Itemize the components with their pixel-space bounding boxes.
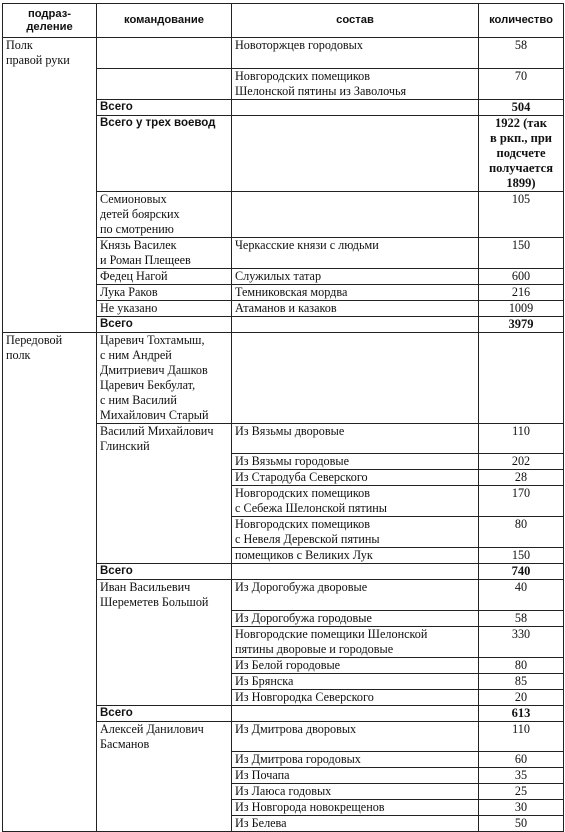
table-row — [3, 284, 564, 300]
table-row — [3, 486, 564, 517]
composition-cell: Из Дмитрова дворовых — [232, 721, 479, 752]
header-row — [3, 4, 564, 38]
count-cell: 25 — [479, 784, 564, 800]
command-cell — [97, 689, 232, 705]
command-cell — [97, 610, 232, 626]
count-cell: 40 — [479, 580, 564, 611]
count-cell: 20 — [479, 689, 564, 705]
count-cell: 150 — [479, 548, 564, 564]
division-cell — [3, 657, 97, 673]
table-row — [3, 626, 564, 657]
table-row — [3, 705, 564, 721]
command-cell — [97, 657, 232, 673]
composition-cell: Из Дорогобужа дворовые — [232, 580, 479, 611]
division-cell — [3, 268, 97, 284]
command-cell: Иван Васильевич Шереметев Большой — [97, 580, 232, 611]
division-cell — [3, 673, 97, 689]
command-cell — [97, 470, 232, 486]
count-cell — [479, 332, 564, 423]
header-composition: состав — [232, 4, 479, 38]
command-cell: Василий Михайлович Глинский — [97, 423, 232, 454]
division-cell — [3, 454, 97, 470]
table-row — [3, 721, 564, 752]
command-cell — [97, 768, 232, 784]
composition-cell: Из Стародуба Северского — [232, 470, 479, 486]
command-cell: Алексей Данилович Басманов — [97, 721, 232, 752]
composition-cell: Из Вязьмы городовые — [232, 454, 479, 470]
table-row — [3, 610, 564, 626]
division-cell — [3, 423, 97, 454]
count-cell: 740 — [479, 564, 564, 580]
division-cell — [3, 548, 97, 564]
division-cell — [3, 99, 97, 115]
count-cell: 28 — [479, 470, 564, 486]
header-command: командование — [97, 4, 232, 38]
division-cell — [3, 768, 97, 784]
division-cell — [3, 115, 97, 191]
header-division: подраз- деление — [3, 4, 97, 38]
count-cell: 110 — [479, 423, 564, 454]
composition-cell: помещиков с Великих Лук — [232, 548, 479, 564]
composition-cell — [232, 316, 479, 332]
division-cell — [3, 316, 97, 332]
command-cell: Федец Нагой — [97, 268, 232, 284]
division-cell — [3, 610, 97, 626]
division-cell — [3, 486, 97, 517]
table-row — [3, 237, 564, 268]
count-cell: 70 — [479, 68, 564, 99]
composition-cell — [232, 564, 479, 580]
division-cell — [3, 689, 97, 705]
count-cell: 58 — [479, 610, 564, 626]
composition-cell: Новгородские помещики Шелонской пятины дворовые и городовые — [232, 626, 479, 657]
count-cell: 110 — [479, 721, 564, 752]
count-cell: 80 — [479, 517, 564, 548]
composition-cell: Темниковская мордва — [232, 284, 479, 300]
division-cell — [3, 784, 97, 800]
command-cell: Не указано — [97, 300, 232, 316]
division-cell — [3, 564, 97, 580]
table-row — [3, 517, 564, 548]
table-row — [3, 752, 564, 768]
count-cell: 105 — [479, 191, 564, 237]
table-row — [3, 689, 564, 705]
count-cell: 170 — [479, 486, 564, 517]
composition-cell: Из Лаюса годовых — [232, 784, 479, 800]
table-row — [3, 191, 564, 237]
division-cell — [3, 721, 97, 752]
command-cell — [97, 784, 232, 800]
division-cell — [3, 284, 97, 300]
table-row — [3, 268, 564, 284]
table-row — [3, 673, 564, 689]
division-cell — [3, 752, 97, 768]
table-row — [3, 657, 564, 673]
command-cell — [97, 548, 232, 564]
count-cell: 330 — [479, 626, 564, 657]
command-cell: Царевич Тохтамыш, с ним Андрей Дмитриевич Дашков Царевич Бекбулат, с ним Василий Михайлович Старый — [97, 332, 232, 423]
composition-cell: Из Новгорода новокрещенов — [232, 800, 479, 816]
count-cell: 3979 — [479, 316, 564, 332]
composition-cell: Из Почапа — [232, 768, 479, 784]
count-cell: 613 — [479, 705, 564, 721]
count-cell: 216 — [479, 284, 564, 300]
composition-cell: Новгородских помещиков Шелонской пятины из Заволочья — [232, 68, 479, 99]
composition-cell: Из Белева — [232, 816, 479, 832]
composition-cell: Из Белой городовые — [232, 657, 479, 673]
composition-cell — [232, 705, 479, 721]
command-cell: Всего — [97, 316, 232, 332]
count-cell: 600 — [479, 268, 564, 284]
table-row — [3, 768, 564, 784]
table-row — [3, 548, 564, 564]
division-cell — [3, 626, 97, 657]
command-cell: Семионовых детей боярских по смотрению — [97, 191, 232, 237]
command-cell — [97, 486, 232, 517]
composition-cell: Из Брянска — [232, 673, 479, 689]
count-cell: 150 — [479, 237, 564, 268]
table-row — [3, 99, 564, 115]
composition-cell — [232, 191, 479, 237]
count-cell: 30 — [479, 800, 564, 816]
table-row — [3, 316, 564, 332]
table-row — [3, 580, 564, 611]
command-cell: Лука Раков — [97, 284, 232, 300]
command-cell — [97, 673, 232, 689]
division-cell — [3, 68, 97, 99]
division-cell — [3, 705, 97, 721]
table-body — [3, 38, 564, 832]
table-row — [3, 115, 564, 191]
composition-cell: Из Вязьмы дворовые — [232, 423, 479, 454]
division-cell — [3, 517, 97, 548]
command-cell — [97, 626, 232, 657]
division-cell — [3, 470, 97, 486]
composition-cell: Из Дмитрова городовых — [232, 752, 479, 768]
count-cell: 85 — [479, 673, 564, 689]
command-cell — [97, 454, 232, 470]
table-row — [3, 816, 564, 832]
composition-cell: Из Дорогобужа городовые — [232, 610, 479, 626]
count-cell: 35 — [479, 768, 564, 784]
regiment-table — [2, 3, 564, 832]
table-row — [3, 784, 564, 800]
division-cell — [3, 580, 97, 611]
table-row — [3, 300, 564, 316]
count-cell: 50 — [479, 816, 564, 832]
table-row — [3, 68, 564, 99]
composition-cell — [232, 99, 479, 115]
header-count: количество — [479, 4, 564, 38]
command-cell — [97, 752, 232, 768]
composition-cell — [232, 115, 479, 191]
command-cell — [97, 68, 232, 99]
composition-cell — [232, 332, 479, 423]
command-cell: Всего — [97, 564, 232, 580]
command-cell: Всего — [97, 99, 232, 115]
division-cell: Полк правой руки — [3, 38, 97, 69]
table-row — [3, 332, 564, 423]
composition-cell: Новоторжцев городовых — [232, 38, 479, 69]
division-cell — [3, 300, 97, 316]
table-row — [3, 38, 564, 69]
command-cell — [97, 816, 232, 832]
composition-cell: Новгородских помещиков с Невеля Деревской пятины — [232, 517, 479, 548]
command-cell: Всего у трех воевод — [97, 115, 232, 191]
composition-cell: Новгородских помещиков с Себежа Шелонской пятины — [232, 486, 479, 517]
division-cell: Передовой полк — [3, 332, 97, 423]
division-cell — [3, 237, 97, 268]
table-row — [3, 470, 564, 486]
composition-cell: Служилых татар — [232, 268, 479, 284]
count-cell: 60 — [479, 752, 564, 768]
count-cell: 1922 (так в ркп., при подсчете получается 1899) — [479, 115, 564, 191]
count-cell: 504 — [479, 99, 564, 115]
table-row — [3, 454, 564, 470]
count-cell: 202 — [479, 454, 564, 470]
division-cell — [3, 191, 97, 237]
composition-cell: Из Новгородка Северского — [232, 689, 479, 705]
command-cell — [97, 517, 232, 548]
division-cell — [3, 816, 97, 832]
command-cell — [97, 38, 232, 69]
count-cell: 1009 — [479, 300, 564, 316]
composition-cell: Атаманов и казаков — [232, 300, 479, 316]
command-cell: Князь Василек и Роман Плещеев — [97, 237, 232, 268]
count-cell: 58 — [479, 38, 564, 69]
table-row — [3, 423, 564, 454]
command-cell: Всего — [97, 705, 232, 721]
count-cell: 80 — [479, 657, 564, 673]
composition-cell: Черкасские князи с людьми — [232, 237, 479, 268]
table-row — [3, 564, 564, 580]
